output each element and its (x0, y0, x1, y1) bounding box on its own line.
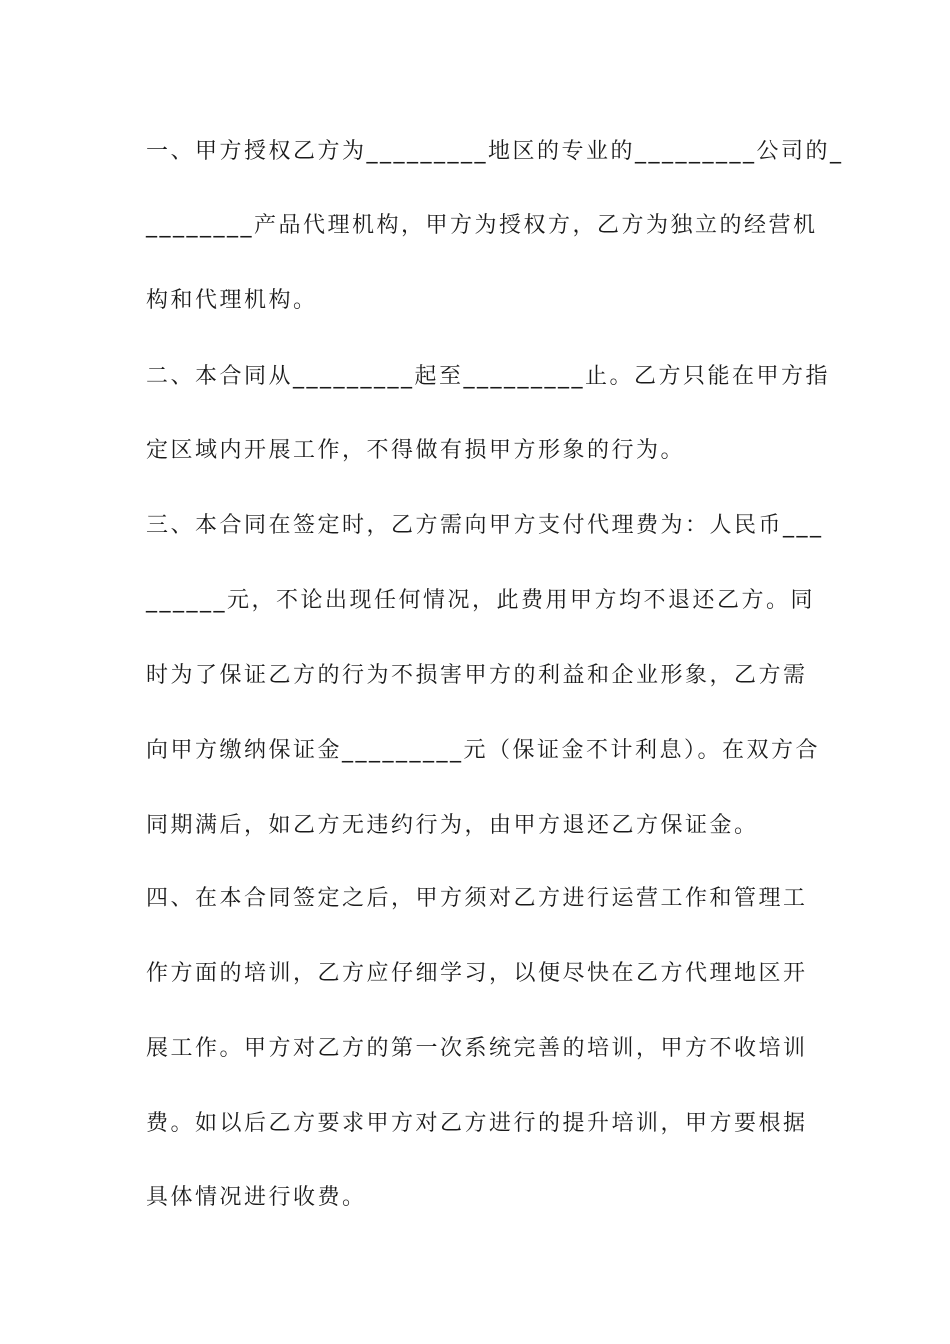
text-line: 二、本合同从_________起至_________止。乙方只能在甲方指 (146, 364, 831, 389)
text-line: ________产品代理机构，甲方为授权方，乙方为独立的经营机 (146, 213, 818, 238)
text-line: 向甲方缴纳保证金_________元（保证金不计利息）。在双方合 (146, 738, 821, 763)
text-line: 四、在本合同签定之后，甲方须对乙方进行运营工作和管理工 (146, 886, 808, 911)
text-line: ______元，不论出现任何情况，此费用甲方均不退还乙方。同 (146, 588, 816, 613)
text-line: 定区域内开展工作，不得做有损甲方形象的行为。 (146, 438, 686, 463)
text-line: 作方面的培训，乙方应仔细学习，以便尽快在乙方代理地区开 (146, 961, 808, 986)
text-line: 构和代理机构。 (146, 288, 318, 313)
text-line: 一、甲方授权乙方为_________地区的专业的_________公司的_ (146, 139, 844, 164)
text-line: 具体情况进行收费。 (146, 1185, 367, 1210)
text-line: 时为了保证乙方的行为不损害甲方的利益和企业形象，乙方需 (146, 663, 808, 688)
text-line: 同期满后，如乙方无违约行为，由甲方退还乙方保证金。 (146, 813, 759, 838)
text-line: 展工作。甲方对乙方的第一次系统完善的培训，甲方不收培训 (146, 1036, 808, 1061)
text-line: 费。如以后乙方要求甲方对乙方进行的提升培训，甲方要根据 (146, 1111, 808, 1136)
text-line: 三、本合同在签定时，乙方需向甲方支付代理费为：人民币___ (146, 513, 824, 538)
